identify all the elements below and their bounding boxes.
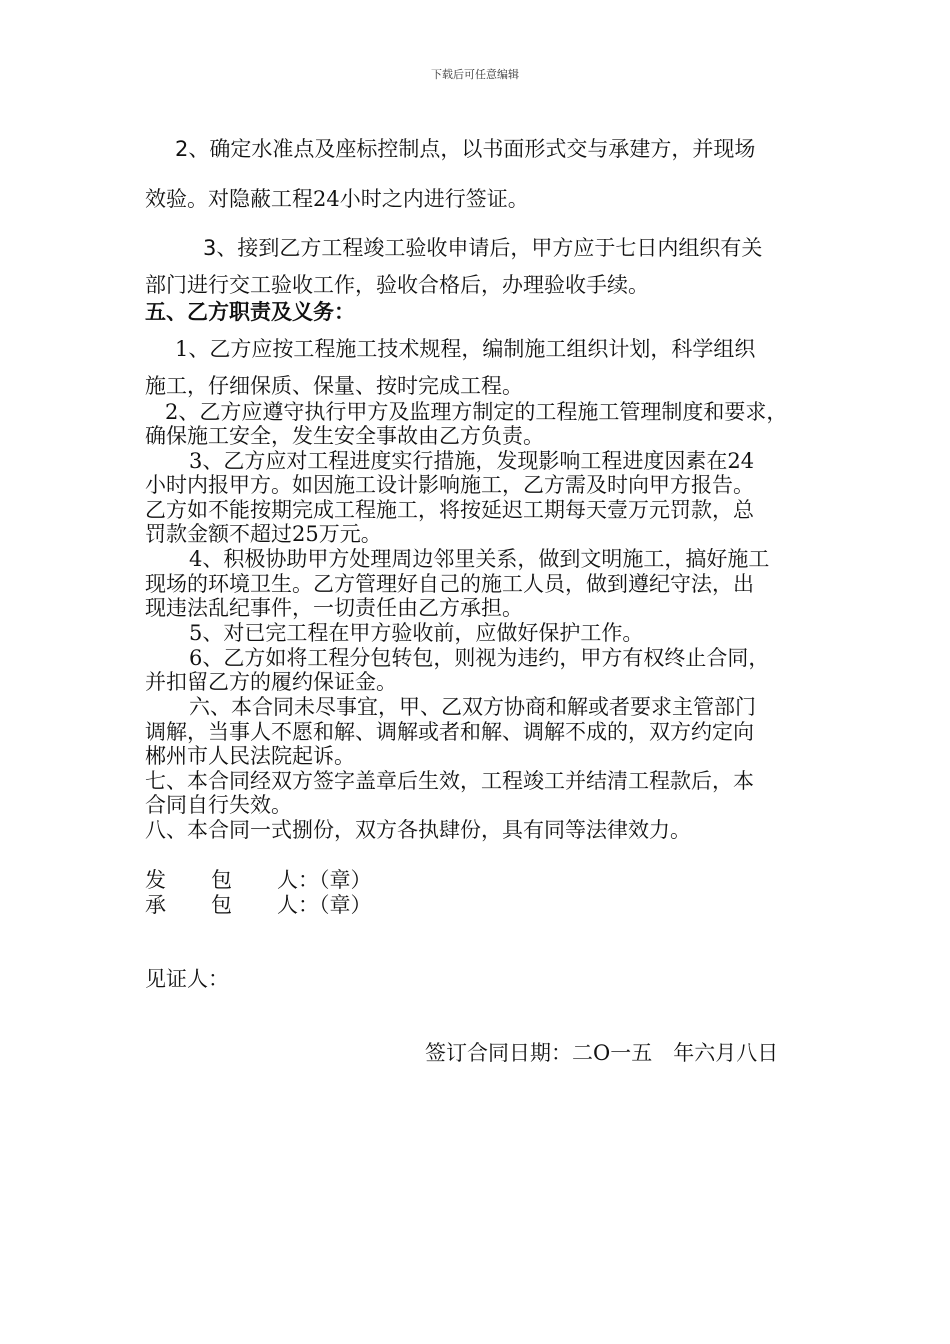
clause-line: 小时内报甲方。如因施工设计影响施工，乙方需及时向甲方报告。	[145, 473, 754, 497]
party-a-seal: 人：（章）	[277, 868, 372, 892]
clause-line: 郴州市人民法院起诉。	[145, 744, 355, 768]
clause-line: 并扣留乙方的履约保证金。	[145, 670, 397, 694]
clause-line: 七、本合同经双方签字盖章后生效，工程竣工并结清工程款后，本	[145, 769, 754, 793]
clause-line: 3、接到乙方工程竣工验收申请后，甲方应于七日内组织有关	[203, 236, 763, 260]
party-a-char2: 包	[211, 868, 232, 892]
clause-line: 现场的环境卫生。乙方管理好自己的施工人员，做到遵纪守法，出	[145, 572, 754, 596]
party-b-char1: 承	[145, 893, 166, 917]
clause-line: 确保施工安全，发生安全事故由乙方负责。	[145, 424, 544, 448]
section-heading: 五、乙方职责及义务：	[145, 299, 355, 324]
clause-line: 罚款金额不超过25万元。	[145, 522, 382, 546]
party-b-seal: 人：（章）	[277, 893, 372, 917]
clause-line: 2、乙方应遵守执行甲方及监理方制定的工程施工管理制度和要求，	[165, 400, 788, 424]
clause-line: 八、本合同一式捌份，双方各执肆份，具有同等法律效力。	[145, 818, 691, 842]
clause-line: 部门进行交工验收工作，验收合格后，办理验收手续。	[145, 273, 649, 297]
signing-date: 签订合同日期：二O一五 年六月八日	[425, 1041, 779, 1065]
clause-line: 6、乙方如将工程分包转包，则视为违约，甲方有权终止合同，	[189, 646, 770, 670]
party-a-signature	[145, 868, 372, 892]
clause-line: 2、确定水准点及座标控制点，以书面形式交与承建方，并现场	[175, 137, 756, 161]
clause-line: 效验。对隐蔽工程24小时之内进行签证。	[145, 187, 529, 211]
clause-line: 调解，当事人不愿和解、调解或者和解、调解不成的，双方约定向	[145, 720, 754, 744]
clause-line: 施工，仔细保质、保量、按时完成工程。	[145, 374, 523, 398]
clause-line: 乙方如不能按期完成工程施工，将按延迟工期每天壹万元罚款，总	[145, 498, 754, 522]
witness-label: 见证人：	[145, 967, 229, 991]
party-b-signature	[145, 893, 372, 917]
clause-line: 1、乙方应按工程施工技术规程，编制施工组织计划，科学组织	[175, 337, 756, 361]
party-b-char2: 包	[211, 893, 232, 917]
clause-line: 合同自行失效。	[145, 793, 292, 817]
clause-line: 5、对已完工程在甲方验收前，应做好保护工作。	[189, 621, 644, 645]
clause-line: 现违法乱纪事件，一切责任由乙方承担。	[145, 596, 523, 620]
clause-line: 4、积极协助甲方处理周边邻里关系，做到文明施工，搞好施工	[189, 547, 770, 571]
clause-line: 六、本合同未尽事宜，甲、乙双方协商和解或者要求主管部门	[189, 695, 756, 719]
page-header-note: 下载后可任意编辑	[431, 68, 519, 81]
party-a-char1: 发	[145, 868, 166, 892]
clause-line: 3、乙方应对工程进度实行措施，发现影响工程进度因素在24	[189, 449, 755, 473]
